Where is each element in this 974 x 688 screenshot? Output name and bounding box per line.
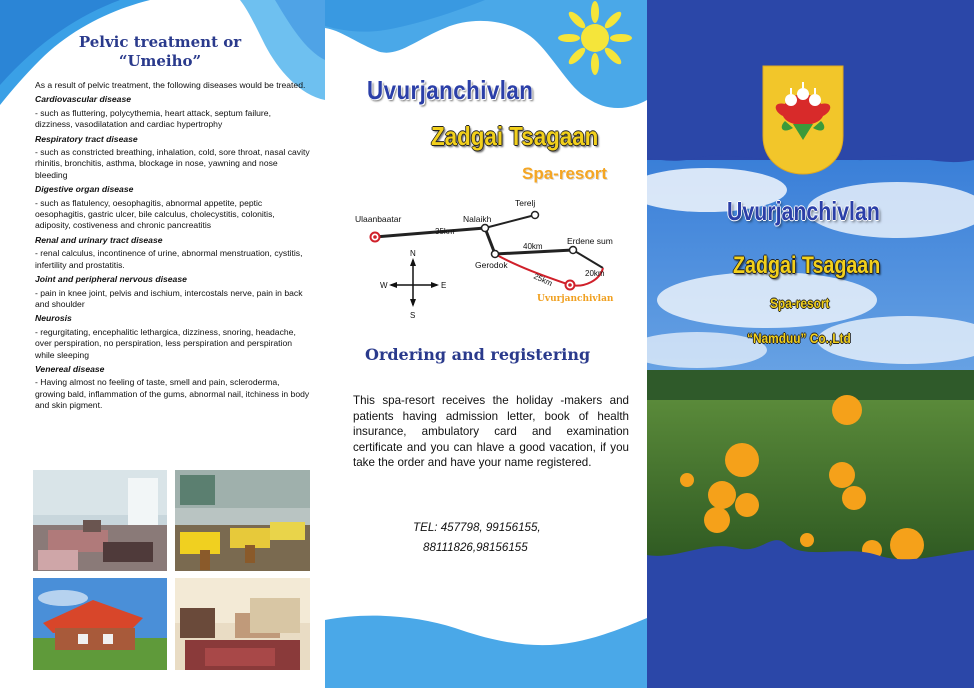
brand-name-line-1: Uvurjanchivlan xyxy=(367,75,534,105)
section-text: - such as fluttering, polycythemia, heart attack, septum failure, dizziness, vasodilatation and cardiac hypertrophy xyxy=(35,107,271,130)
label-terelj: Terelj xyxy=(515,198,536,208)
title-line-2: “Umeiho” xyxy=(118,52,202,70)
telephone-block xyxy=(413,518,541,558)
node-erdene-sum xyxy=(570,247,577,254)
right-panel xyxy=(647,0,974,688)
disease-list xyxy=(35,80,311,415)
section-heading: Digestive organ disease xyxy=(35,184,134,195)
section-heading: Joint and peripheral nervous disease xyxy=(35,274,187,285)
label-25km: 25km xyxy=(532,271,554,289)
label-20km: 20km xyxy=(585,269,605,278)
brand-name-line-2: Zadgai Tsagaan xyxy=(431,121,599,151)
compass-icon xyxy=(389,258,439,307)
section-text: - regurgitating, encephalitic lethargica, dizziness, snoring, headache, over perspiration, no perspiration, less perspiration and perspiration while sleeping xyxy=(35,326,296,360)
route-map xyxy=(345,190,635,325)
label-destination: Uvurjanchivlan xyxy=(537,294,614,304)
node-nalaikh xyxy=(482,225,489,232)
pelvic-treatment-title xyxy=(40,33,280,71)
road-nalaikh-terelj xyxy=(485,215,535,228)
photo-cabin-exterior xyxy=(33,578,167,670)
emblem-icon xyxy=(763,66,843,174)
label-ulaanbaatar: Ulaanbaatar xyxy=(355,214,402,224)
right-brand-line-2: Zadgai Tsagaan xyxy=(733,252,881,279)
photo-dining-room xyxy=(175,470,310,571)
compass-s: S xyxy=(410,311,416,320)
section-heading: Neurosis xyxy=(35,313,72,324)
title-line-1: Pelvic treatment or xyxy=(78,33,242,51)
right-brand-line-1: Uvurjanchivlan xyxy=(727,196,880,226)
ordering-text: This spa-resort receives the holiday -makers and patients having admission letter, book of health insurance, ambulatory card and examination certificate and you can hlave a good vacation, if you take the order and have your name registered. xyxy=(353,394,629,470)
label-erdene-sum: Erdene sum xyxy=(567,236,613,246)
section-text: - renal calculus, incontinence of urine, abnormal menstruation, cystitis, infertility and prostatitis. xyxy=(35,248,303,270)
tel-line-2: 88111826,98156155 xyxy=(423,541,528,554)
tel-line-1: TEL: 457798, 99156155, xyxy=(413,521,541,534)
compass-n: N xyxy=(410,249,416,258)
section-heading: Renal and urinary tract disease xyxy=(35,234,163,245)
compass-e: E xyxy=(441,281,447,290)
label-gerodok: Gerodok xyxy=(475,260,508,270)
section-heading: Cardiovascular disease xyxy=(35,94,132,105)
intro-text: As a result of pelvic treatment, the following diseases would be treated. xyxy=(35,80,306,90)
photo-room-interior xyxy=(33,470,167,571)
label-nalaikh: Nalaikh xyxy=(463,214,492,224)
section-text: - such as flatulency, oesophagitis, abnormal appetite, peptic oesophagitis, gastric ulcer, bile calculus, cholecystitis, colonitis, adiposity, costiveness and chronic pancreatitis xyxy=(35,197,275,231)
label-40km: 40km xyxy=(523,242,543,251)
section-heading: Respiratory tract disease xyxy=(35,133,138,144)
section-text: - such as constricted breathing, inhalation, cold, sore throat, nasal cavity rhinitis, bronchitis, asthma, blockage in nose, yawning and nose bleeding xyxy=(35,147,310,180)
section-text: - Having almost no feeling of taste, smell and pain, scleroderma, growing bald, inflammation of the gums, abnormal nail, itchiness in body and skin pigment. xyxy=(35,377,310,411)
middle-panel xyxy=(325,0,647,688)
compass-w: W xyxy=(380,281,388,290)
right-brand-line-3: Spa-resort xyxy=(770,295,830,311)
node-gerodok xyxy=(492,251,499,258)
ordering-title: Ordering and registering xyxy=(365,345,591,364)
section-heading: Venereal disease xyxy=(35,363,105,374)
photo-bedroom xyxy=(175,578,310,670)
right-company-name: “Namduu” Co.,Ltd xyxy=(747,330,851,346)
road-ub-nalaikh xyxy=(375,228,485,237)
brand-subtitle: Spa-resort xyxy=(522,164,608,183)
node-terelj xyxy=(532,212,539,219)
section-text: - pain in knee joint, pelvis and ischium, intercostals nerve, pain in back and shoulder xyxy=(35,287,303,309)
label-35km: 35km xyxy=(435,227,455,236)
left-panel xyxy=(0,0,325,688)
road-erdene-dest xyxy=(573,250,603,268)
